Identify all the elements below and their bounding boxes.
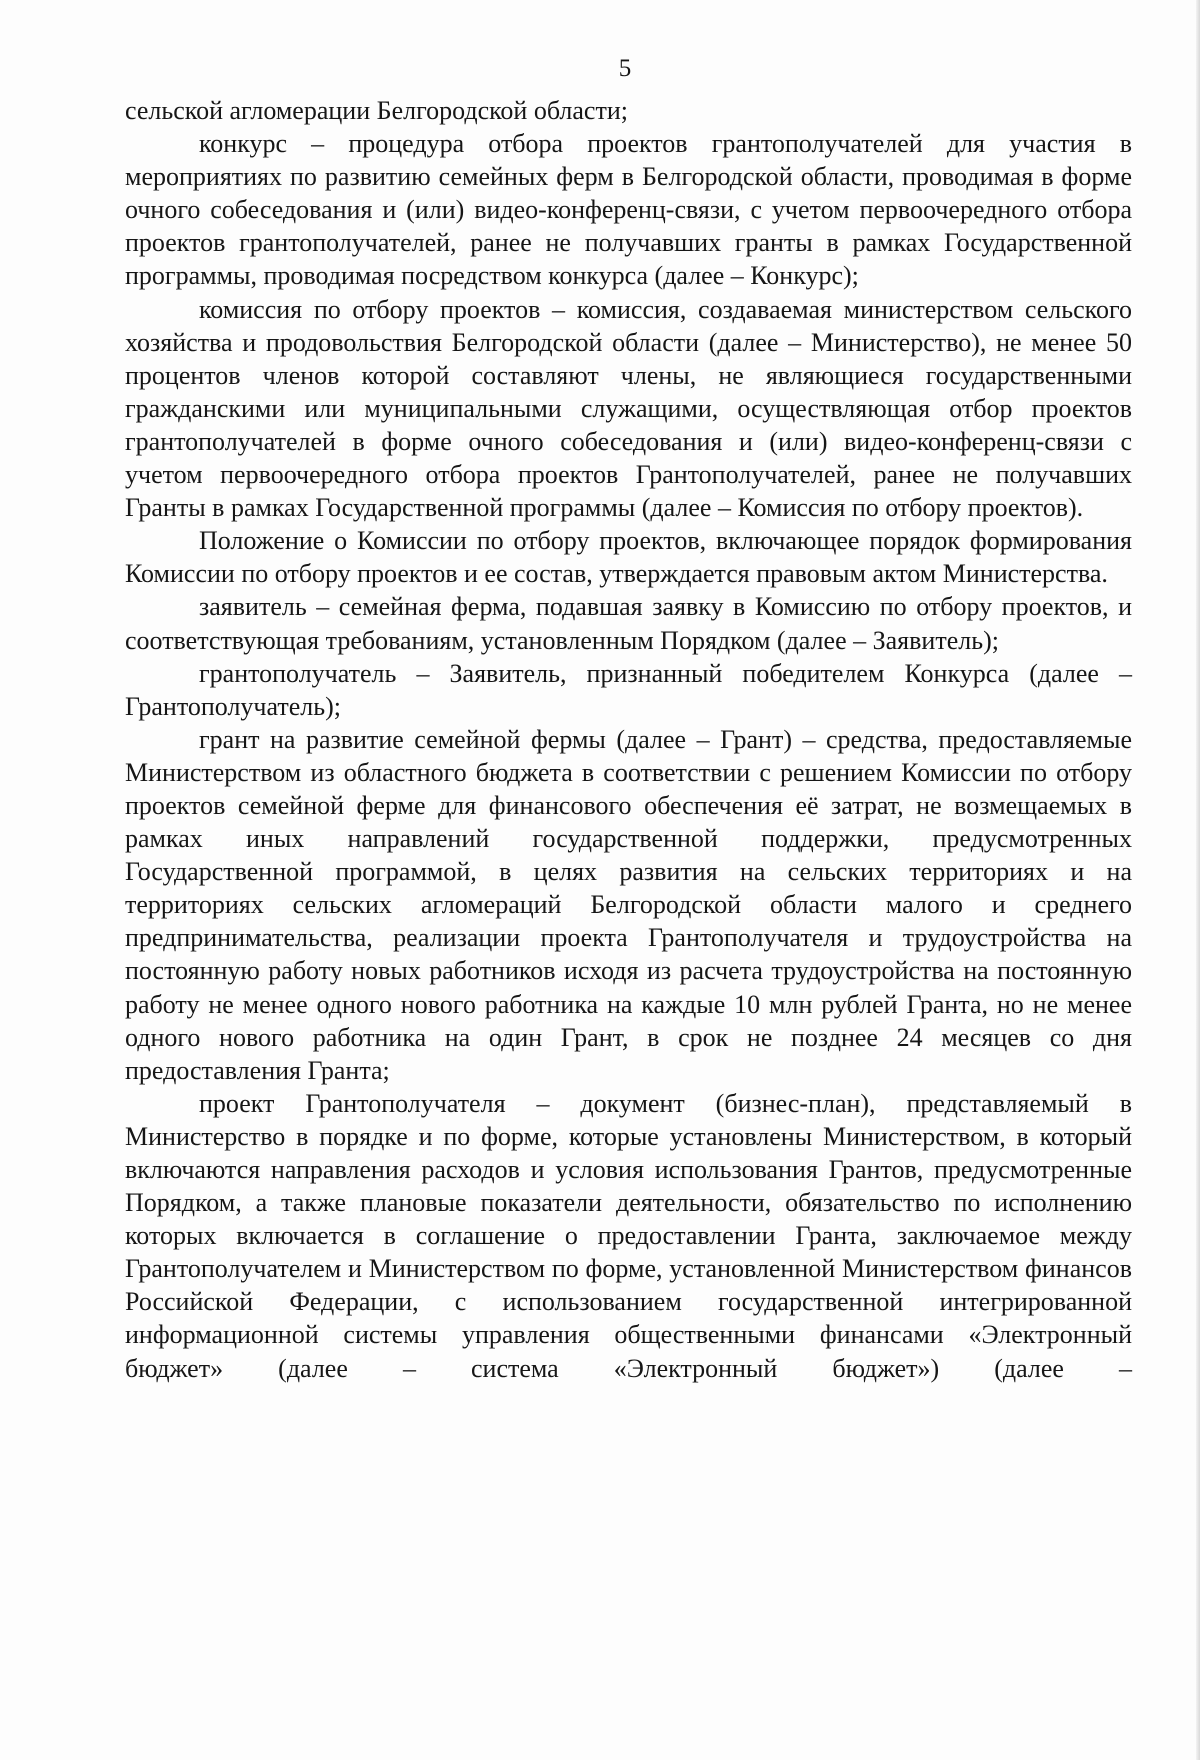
document-body — [125, 94, 1132, 1385]
paragraph-grantopoluchatel-definition: грантополучатель – Заявитель, признанный победителем Конкурса (далее – Грантополучатель); — [125, 658, 1132, 721]
paragraph-komissiya-definition: комиссия по отбору проектов – комиссия, создаваемая министерством сельского хозяйства и продовольствия Белгородской области (далее – Министерство), не менее 50 процентов членов которой составляют члены, не являющиеся государственными гражданскими или муниципальными служащими, осуществляющая отбор проектов грантополучателей в форме очного собеседования и (или) видео-конференц-связи с учетом первоочередного отбора проектов Грантополучателей, ранее не получавших Гранты в рамках Государственной программы (далее – Комиссия по отбору проектов). — [125, 294, 1132, 523]
paragraph-zayavitel-definition: заявитель – семейная ферма, подавшая заявку в Комиссию по отбору проектов, и соответствующая требованиям, установленным Порядком (далее – Заявитель); — [125, 592, 1132, 655]
paragraph-continuation: сельской агломерации Белгородской области; — [125, 96, 628, 125]
page-edge-shadow — [1196, 0, 1200, 1760]
paragraph-konkurs-definition: конкурс – процедура отбора проектов грантополучателей для участия в мероприятиях по развитию семейных ферм в Белгородской области, проводимая в форме очного собеседования и (или) видео-конференц-связи, с учетом первоочередного отбора проектов грантополучателей, ранее не получавших гранты в рамках Государственной программы, проводимая посредством конкурса (далее – Конкурс); — [125, 129, 1132, 291]
paragraph-proekt-definition: проект Грантополучателя – документ (бизнес-план), представляемый в Министерство в порядке и по форме, которые установлены Министерством, в который включаются направления расходов и условия использования Грантов, предусмотренные Порядком, а также плановые показатели деятельности, обязательство по исполнению которых включается в соглашение о предоставлении Гранта, заключаемое между Грантополучателем и Министерством по форме, установленной Министерством финансов Российской Федерации, с использованием государственной интегрированной информационной системы управления общественными финансами «Электронный бюджет» (далее – система «Электронный бюджет») (далее – — [125, 1088, 1132, 1383]
paragraph-grant-definition: грант на развитие семейной фермы (далее – Грант) – средства, предоставляемые Министерством из областного бюджета в соответствии с решением Комиссии по отбору проектов семейной ферме для финансового обеспечения её затрат, не возмещаемых в рамках иных направлений государственной поддержки, предусмотренных Государственной программой, в целях развития на сельских территориях и на территориях сельских агломераций Белгородской области малого и среднего предпринимательства, реализации проекта Грантополучателя и трудоустройства на постоянную работу новых работников исходя из расчета трудоустройства на постоянную работу не менее одного нового работника на каждые 10 млн рублей Гранта, но не менее одного нового работника на один Грант, в срок не позднее 24 месяцев со дня предоставления Гранта; — [125, 724, 1132, 1085]
page-number: 5 — [618, 55, 632, 82]
paragraph-polozhenie: Положение о Комиссии по отбору проектов, включающее порядок формирования Комиссии по отбору проектов и ее состав, утверждается правовым актом Министерства. — [125, 526, 1132, 589]
